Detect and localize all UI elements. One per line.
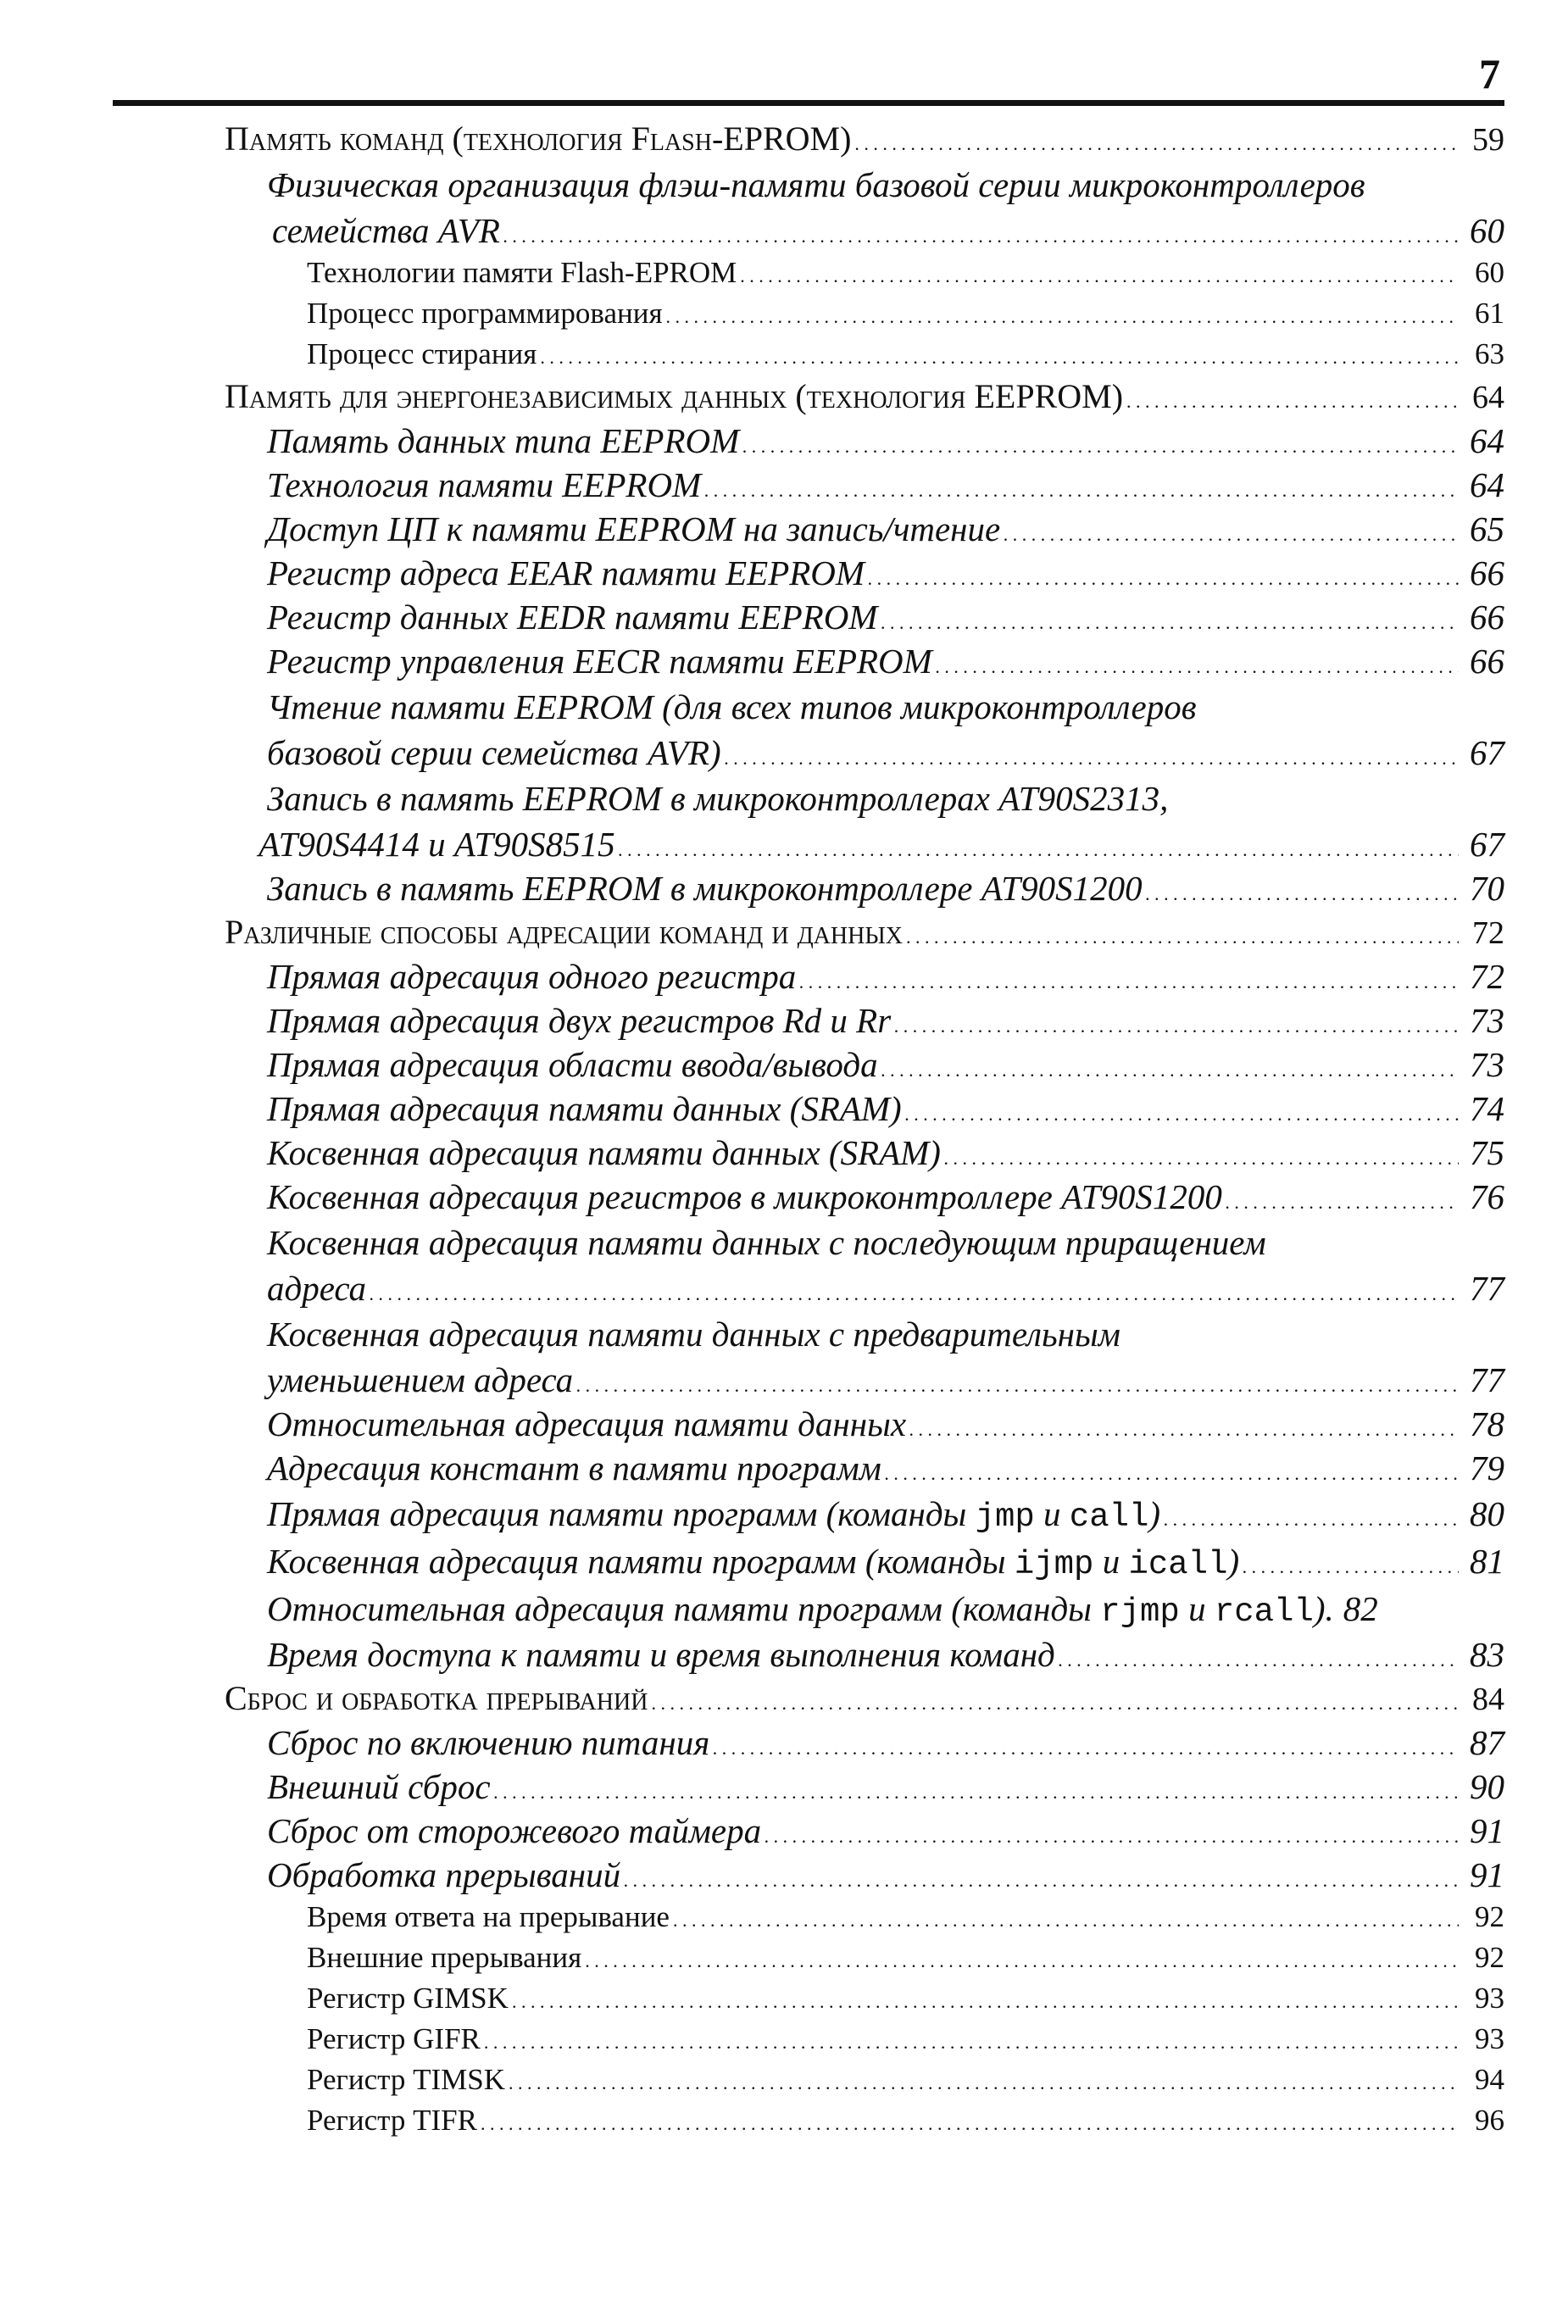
toc-entry[interactable] — [225, 1676, 1504, 1721]
toc-leader-dots — [854, 118, 1459, 166]
toc-leader-dots — [1226, 1175, 1459, 1225]
toc-entry-page: 78 — [1470, 1404, 1504, 1443]
toc-entry-page: 64 — [1470, 465, 1504, 504]
toc-entry-page: 84 — [1472, 1682, 1504, 1717]
toc-entry-title: Регистр GIMSK — [307, 1982, 509, 2015]
toc-entry[interactable] — [225, 595, 1504, 639]
toc-entry-title: Технология памяти EEPROM — [267, 465, 702, 504]
toc-entry-page: 87 — [1470, 1723, 1504, 1762]
toc-leader-dots — [905, 1087, 1459, 1137]
toc-entry-title: Память команд (технология Flash-EPROM) — [225, 120, 852, 158]
toc-entry-page: 75 — [1470, 1133, 1504, 1172]
toc-entry[interactable] — [225, 253, 1504, 293]
toc-leader-dots — [1004, 507, 1459, 557]
toc-entry-title: Внешние прерывания — [307, 1941, 582, 1974]
code-rcall: rcall — [1214, 1593, 1314, 1631]
toc-entry-page: 67 — [1470, 825, 1504, 864]
toc-leader-dots — [936, 639, 1459, 689]
toc-entry-page: 93 — [1475, 1982, 1504, 2015]
toc-entry-title: Прямая адресация памяти программ (команды jmp и call) — [267, 1494, 1161, 1536]
toc-entry-title: Относительная адресация памяти программ (команды rjmp и rcall). — [267, 1589, 1334, 1631]
toc-entry[interactable] — [225, 2060, 1504, 2100]
toc-entry-title: Внешний сброс — [267, 1767, 491, 1806]
toc-leader-dots — [885, 1446, 1459, 1496]
toc-entry-page: 83 — [1470, 1635, 1504, 1674]
toc-entry-page: 73 — [1470, 1045, 1504, 1084]
toc-entry-title-line2: AT90S4414 и AT90S8515 — [259, 825, 615, 864]
toc-entry-title: Память данных типа EEPROM — [267, 421, 740, 460]
toc-entry-page: 59 — [1472, 122, 1504, 158]
toc-leader-dots — [370, 1266, 1459, 1316]
toc-entry-title-line1: Запись в память EEPROM в микроконтроллерах AT90S2313, — [267, 779, 1169, 818]
toc-leader-dots — [484, 2019, 1459, 2063]
toc-leader-dots — [713, 1721, 1459, 1771]
toc-entry-page: 73 — [1470, 1001, 1504, 1040]
toc-entry[interactable] — [225, 1310, 1504, 1402]
toc-entry[interactable] — [225, 639, 1504, 683]
toc-entry-title-line1: Чтение памяти EEPROM (для всех типов микроконтроллеров — [267, 687, 1197, 726]
toc-entry[interactable] — [225, 2019, 1504, 2060]
toc-entry-page: 79 — [1470, 1448, 1504, 1487]
toc-entry-page: 81 — [1470, 1542, 1504, 1581]
toc-entry-title-line2: адреса — [267, 1269, 367, 1308]
code-icall: icall — [1128, 1546, 1228, 1583]
toc-entry[interactable] — [225, 507, 1504, 551]
toc-entry-page: 67 — [1470, 733, 1504, 772]
toc-entry-title: Косвенная адресация регистров в микроконтроллере AT90S1200 — [267, 1177, 1222, 1216]
toc-leader-dots — [799, 954, 1459, 1004]
toc-leader-dots — [512, 1978, 1459, 2022]
toc-leader-dots — [894, 998, 1459, 1048]
toc-entry-title-line2: уменьшением адреса — [267, 1360, 574, 1399]
toc-entry[interactable] — [225, 1537, 1504, 1585]
toc-entry[interactable] — [225, 1765, 1504, 1809]
toc-leader-dots — [881, 595, 1459, 645]
toc-entry[interactable] — [225, 954, 1504, 998]
toc-entry[interactable] — [225, 1087, 1504, 1131]
toc-entry[interactable] — [225, 551, 1504, 595]
toc-entry-page: 72 — [1470, 957, 1504, 996]
toc-entry-title: Прямая адресация памяти данных (SRAM) — [267, 1089, 902, 1128]
toc-entry[interactable] — [225, 2100, 1504, 2141]
toc-entry-title: Косвенная адресация памяти программ (команды ijmp и icall) — [267, 1542, 1240, 1583]
code-call: call — [1069, 1498, 1149, 1536]
toc-entry-page: 77 — [1470, 1360, 1504, 1399]
toc-entry-title-line1: Физическая организация флэш-памяти базовой серии микроконтроллеров — [267, 165, 1365, 204]
toc-entry[interactable] — [225, 1131, 1504, 1175]
toc-entry-page: 64 — [1470, 421, 1504, 460]
toc-entry-page: 77 — [1470, 1269, 1504, 1308]
toc-entry[interactable] — [225, 1402, 1504, 1446]
toc-entry-title: Память для энергонезависимых данных (технология EEPROM) — [225, 377, 1124, 415]
toc-entry[interactable] — [225, 1938, 1504, 1978]
toc-leader-dots — [1243, 1537, 1459, 1591]
toc-leader-dots — [624, 1853, 1459, 1903]
header-rule — [113, 100, 1504, 106]
toc-leader-dots — [481, 2100, 1459, 2144]
toc-entry-title: Обработка прерываний — [267, 1855, 621, 1894]
toc-entry-title: Процесс стирания — [307, 337, 537, 370]
toc-entry-page: 70 — [1470, 869, 1504, 908]
toc-entry-title: Прямая адресация одного регистра — [267, 957, 797, 996]
toc-entry-title: Косвенная адресация памяти данных (SRAM) — [267, 1133, 941, 1172]
toc-entry-title: Сброс по включению питания — [267, 1723, 710, 1762]
toc-leader-dots — [494, 1765, 1459, 1815]
toc-entry[interactable] — [225, 1490, 1504, 1537]
toc-leader-dots — [1059, 1632, 1459, 1682]
toc-entry-page: 64 — [1472, 380, 1504, 415]
toc-entry-page: 66 — [1470, 553, 1504, 592]
code-rjmp: rjmp — [1100, 1593, 1180, 1631]
toc-entry-title: Доступ ЦП к памяти EEPROM на запись/чтение — [267, 509, 1001, 548]
code-ijmp: ijmp — [1014, 1546, 1094, 1583]
toc-leader-dots — [765, 1809, 1459, 1859]
toc-entry-page: 93 — [1475, 2022, 1504, 2055]
toc-entry[interactable] — [225, 419, 1504, 463]
toc-leader-dots — [725, 731, 1459, 781]
toc-entry-page: 96 — [1475, 2104, 1504, 2137]
toc-entry[interactable] — [225, 463, 1504, 507]
toc-entry-page: 66 — [1470, 642, 1504, 681]
toc-leader-dots — [540, 334, 1459, 378]
toc-leader-dots — [742, 419, 1459, 469]
toc-entry[interactable] — [225, 1042, 1504, 1087]
toc-leader-dots — [881, 1042, 1459, 1093]
toc-leader-dots — [576, 1358, 1459, 1408]
toc-entry-page: 76 — [1470, 1177, 1504, 1216]
toc-entry[interactable] — [225, 161, 1504, 253]
toc-entry-title: Запись в память EEPROM в микроконтроллере AT90S1200 — [267, 869, 1143, 908]
toc-entry-title: Регистр TIMSK — [307, 2063, 506, 2096]
toc-entry-title: Прямая адресация области ввода/вывода — [267, 1045, 878, 1084]
toc-leader-dots — [1164, 1490, 1459, 1543]
toc-entry[interactable] — [225, 1446, 1504, 1490]
table-of-contents — [225, 117, 1504, 2141]
toc-leader-dots — [666, 293, 1459, 337]
toc-entry-page: 92 — [1475, 1941, 1504, 1974]
toc-entry-title: Регистр управления EECR памяти EEPROM — [267, 642, 932, 681]
toc-leader-dots — [868, 551, 1459, 601]
toc-entry-title: Технологии памяти Flash-EPROM — [307, 256, 737, 289]
toc-entry-page: 90 — [1470, 1767, 1504, 1806]
toc-entry[interactable] — [225, 117, 1504, 161]
toc-entry-page: 66 — [1470, 598, 1504, 637]
toc-leader-dots — [673, 1897, 1459, 1941]
toc-leader-dots — [1146, 866, 1459, 916]
page-number: 7 — [1479, 50, 1500, 97]
toc-entry-page: 82 — [1343, 1589, 1378, 1628]
toc-entry-title: Регистр TIFR — [307, 2104, 477, 2137]
toc-entry-title: Адресация констант в памяти программ — [267, 1448, 881, 1487]
toc-leader-dots — [503, 208, 1459, 259]
toc-entry[interactable] — [225, 1897, 1504, 1938]
toc-entry-title: Время ответа на прерывание — [307, 1900, 670, 1933]
toc-leader-dots — [944, 1131, 1459, 1181]
toc-entry-title: Регистр GIFR — [307, 2022, 481, 2055]
toc-entry-page: 91 — [1470, 1855, 1504, 1894]
toc-entry-page: 61 — [1475, 297, 1504, 330]
toc-entry-page: 65 — [1470, 509, 1504, 548]
toc-entry[interactable] — [225, 910, 1504, 954]
toc-leader-dots — [909, 1402, 1459, 1452]
toc-entry[interactable] — [225, 866, 1504, 910]
toc-entry-title: Сброс от сторожевого таймера — [267, 1811, 762, 1850]
toc-entry-title-line2: семейства AVR — [272, 211, 500, 250]
toc-entry-title: Процесс программирования — [307, 297, 663, 330]
toc-entry[interactable] — [225, 1175, 1504, 1219]
toc-entry[interactable] — [225, 775, 1504, 866]
toc-entry-title-line2: базовой серии семейства AVR) — [267, 733, 721, 772]
toc-leader-dots — [585, 1938, 1459, 1982]
toc-entry-title: Регистр адреса EEAR памяти EEPROM — [267, 553, 865, 592]
toc-entry-title: Регистр данных EEDR памяти EEPROM — [267, 598, 878, 637]
toc-entry[interactable] — [225, 1809, 1504, 1853]
toc-entry[interactable] — [225, 1585, 1504, 1632]
toc-entry[interactable] — [225, 1853, 1504, 1897]
toc-leader-dots — [509, 2060, 1459, 2104]
toc-entry[interactable] — [225, 1721, 1504, 1765]
toc-entry-page: 80 — [1470, 1494, 1504, 1533]
toc-entry-page: 60 — [1470, 211, 1504, 250]
toc-entry-title-line1: Косвенная адресация памяти данных с предварительным — [267, 1315, 1120, 1354]
toc-entry-title: Различные способы адресации команд и данных — [225, 913, 903, 951]
toc-entry-page: 63 — [1475, 337, 1504, 370]
toc-entry-title-line1: Косвенная адресация памяти данных с последующим приращением — [267, 1223, 1266, 1262]
toc-entry-title: Сброс и обработка прерываний — [225, 1679, 648, 1717]
toc-entry-page: 94 — [1475, 2063, 1504, 2096]
toc-entry-page: 74 — [1470, 1089, 1504, 1128]
toc-entry[interactable] — [225, 998, 1504, 1042]
toc-entry-title: Время доступа к памяти и время выполнения команд — [267, 1635, 1055, 1674]
toc-leader-dots — [619, 822, 1459, 872]
toc-entry-title: Относительная адресация памяти данных — [267, 1404, 907, 1443]
toc-entry[interactable] — [225, 375, 1504, 419]
toc-leader-dots — [651, 1677, 1459, 1726]
toc-entry[interactable] — [225, 293, 1504, 334]
toc-entry[interactable] — [225, 334, 1504, 375]
toc-entry[interactable] — [225, 683, 1504, 775]
toc-entry-page: 92 — [1475, 1900, 1504, 1933]
toc-entry[interactable] — [225, 1219, 1504, 1310]
toc-leader-dots — [740, 253, 1459, 297]
toc-leader-dots — [704, 463, 1459, 513]
toc-entry-title: Прямая адресация двух регистров Rd и Rr — [267, 1001, 892, 1040]
toc-leader-dots — [1126, 375, 1459, 424]
toc-entry-page: 91 — [1470, 1811, 1504, 1850]
toc-leader-dots — [906, 911, 1459, 959]
toc-entry-page: 60 — [1475, 256, 1504, 289]
toc-entry[interactable] — [225, 1632, 1504, 1676]
code-jmp: jmp — [975, 1498, 1035, 1536]
toc-entry[interactable] — [225, 1978, 1504, 2019]
toc-entry-page: 72 — [1472, 915, 1504, 951]
